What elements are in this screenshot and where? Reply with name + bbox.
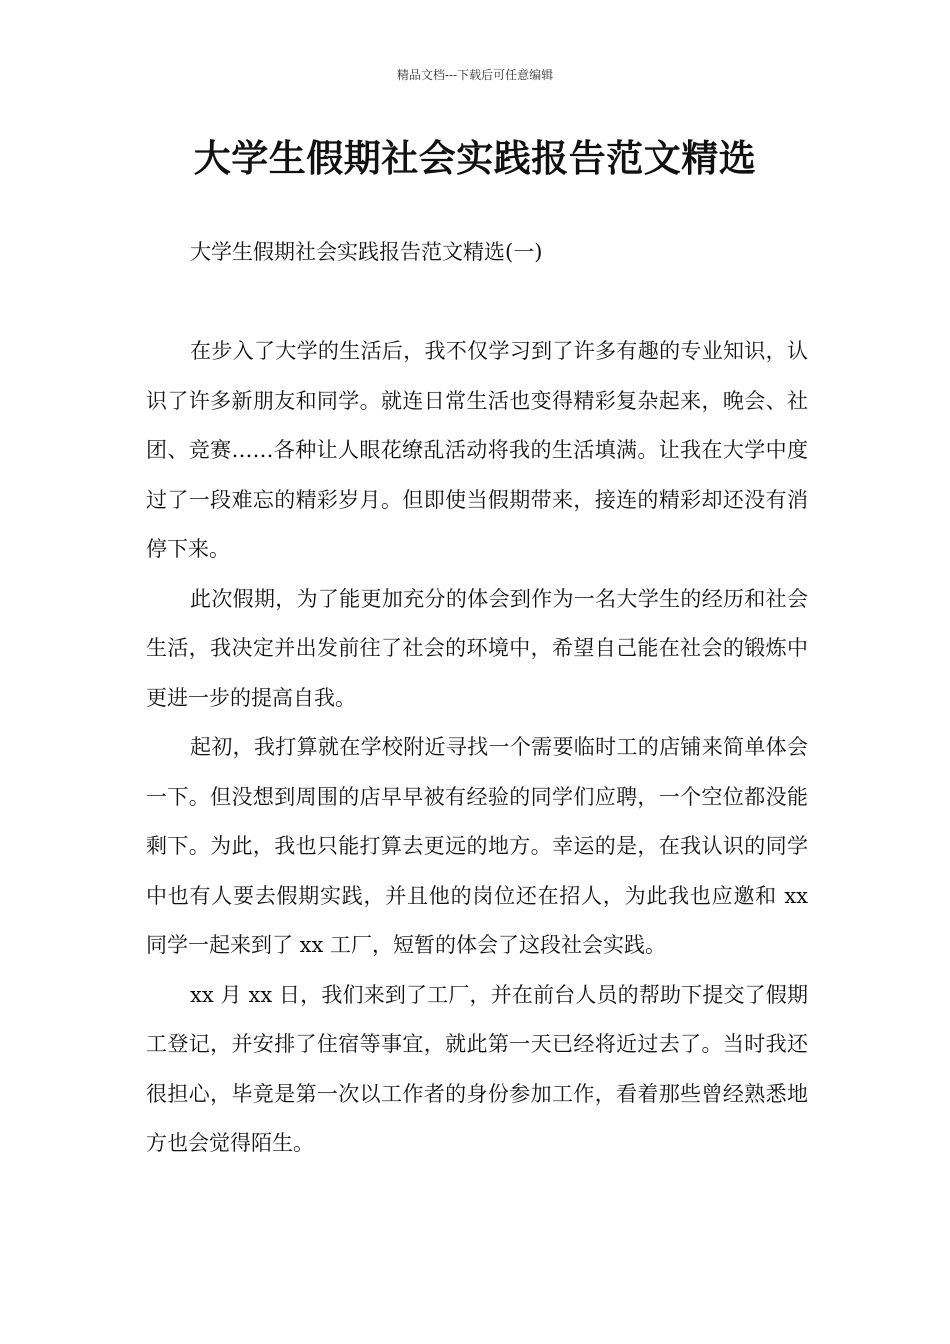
paragraph: 起初，我打算就在学校附近寻找一个需要临时工的店铺来简单体会一下。但没想到周围的店早早被有经验的同学们应聘，一个空位都没能剩下。为此，我也只能打算去更远的地方。幸运的是，在我认识的同学中也有人要去假期实践，并且他的岗位还在招人，为此我也应邀和 xx 同学一起来到了 xx 工厂，短暂的体会了这段社会实践。: [146, 735, 808, 957]
page-header: 精品文档---下载后可任意编辑: [396, 68, 554, 82]
paragraph: xx 月 xx 日，我们来到了工厂，并在前台人员的帮助下提交了假期工登记，并安排了住宿等事宜，就此第一天已经将近过去了。当时我还很担心，毕竟是第一次以工作者的身份参加工作，看着那些曾经熟悉地方也会觉得陌生。: [146, 982, 808, 1155]
document-body: [146, 327, 808, 1169]
section-subtitle: 大学生假期社会实践报告范文精选(一): [190, 240, 543, 264]
document-title: 大学生假期社会实践报告范文精选: [193, 137, 757, 180]
paragraph: 在步入了大学的生活后，我不仅学习到了许多有趣的专业知识，认识了许多新朋友和同学。就连日常生活也变得精彩复杂起来，晚会、社团、竞赛……各种让人眼花缭乱活动将我的生活填满。让我在大学中度过了一段难忘的精彩岁月。但即使当假期带来，接连的精彩却还没有消停下来。: [146, 339, 808, 561]
paragraph: 此次假期，为了能更加充分的体会到作为一名大学生的经历和社会生活，我决定并出发前往了社会的环境中，希望自己能在社会的锻炼中更进一步的提高自我。: [146, 586, 808, 710]
